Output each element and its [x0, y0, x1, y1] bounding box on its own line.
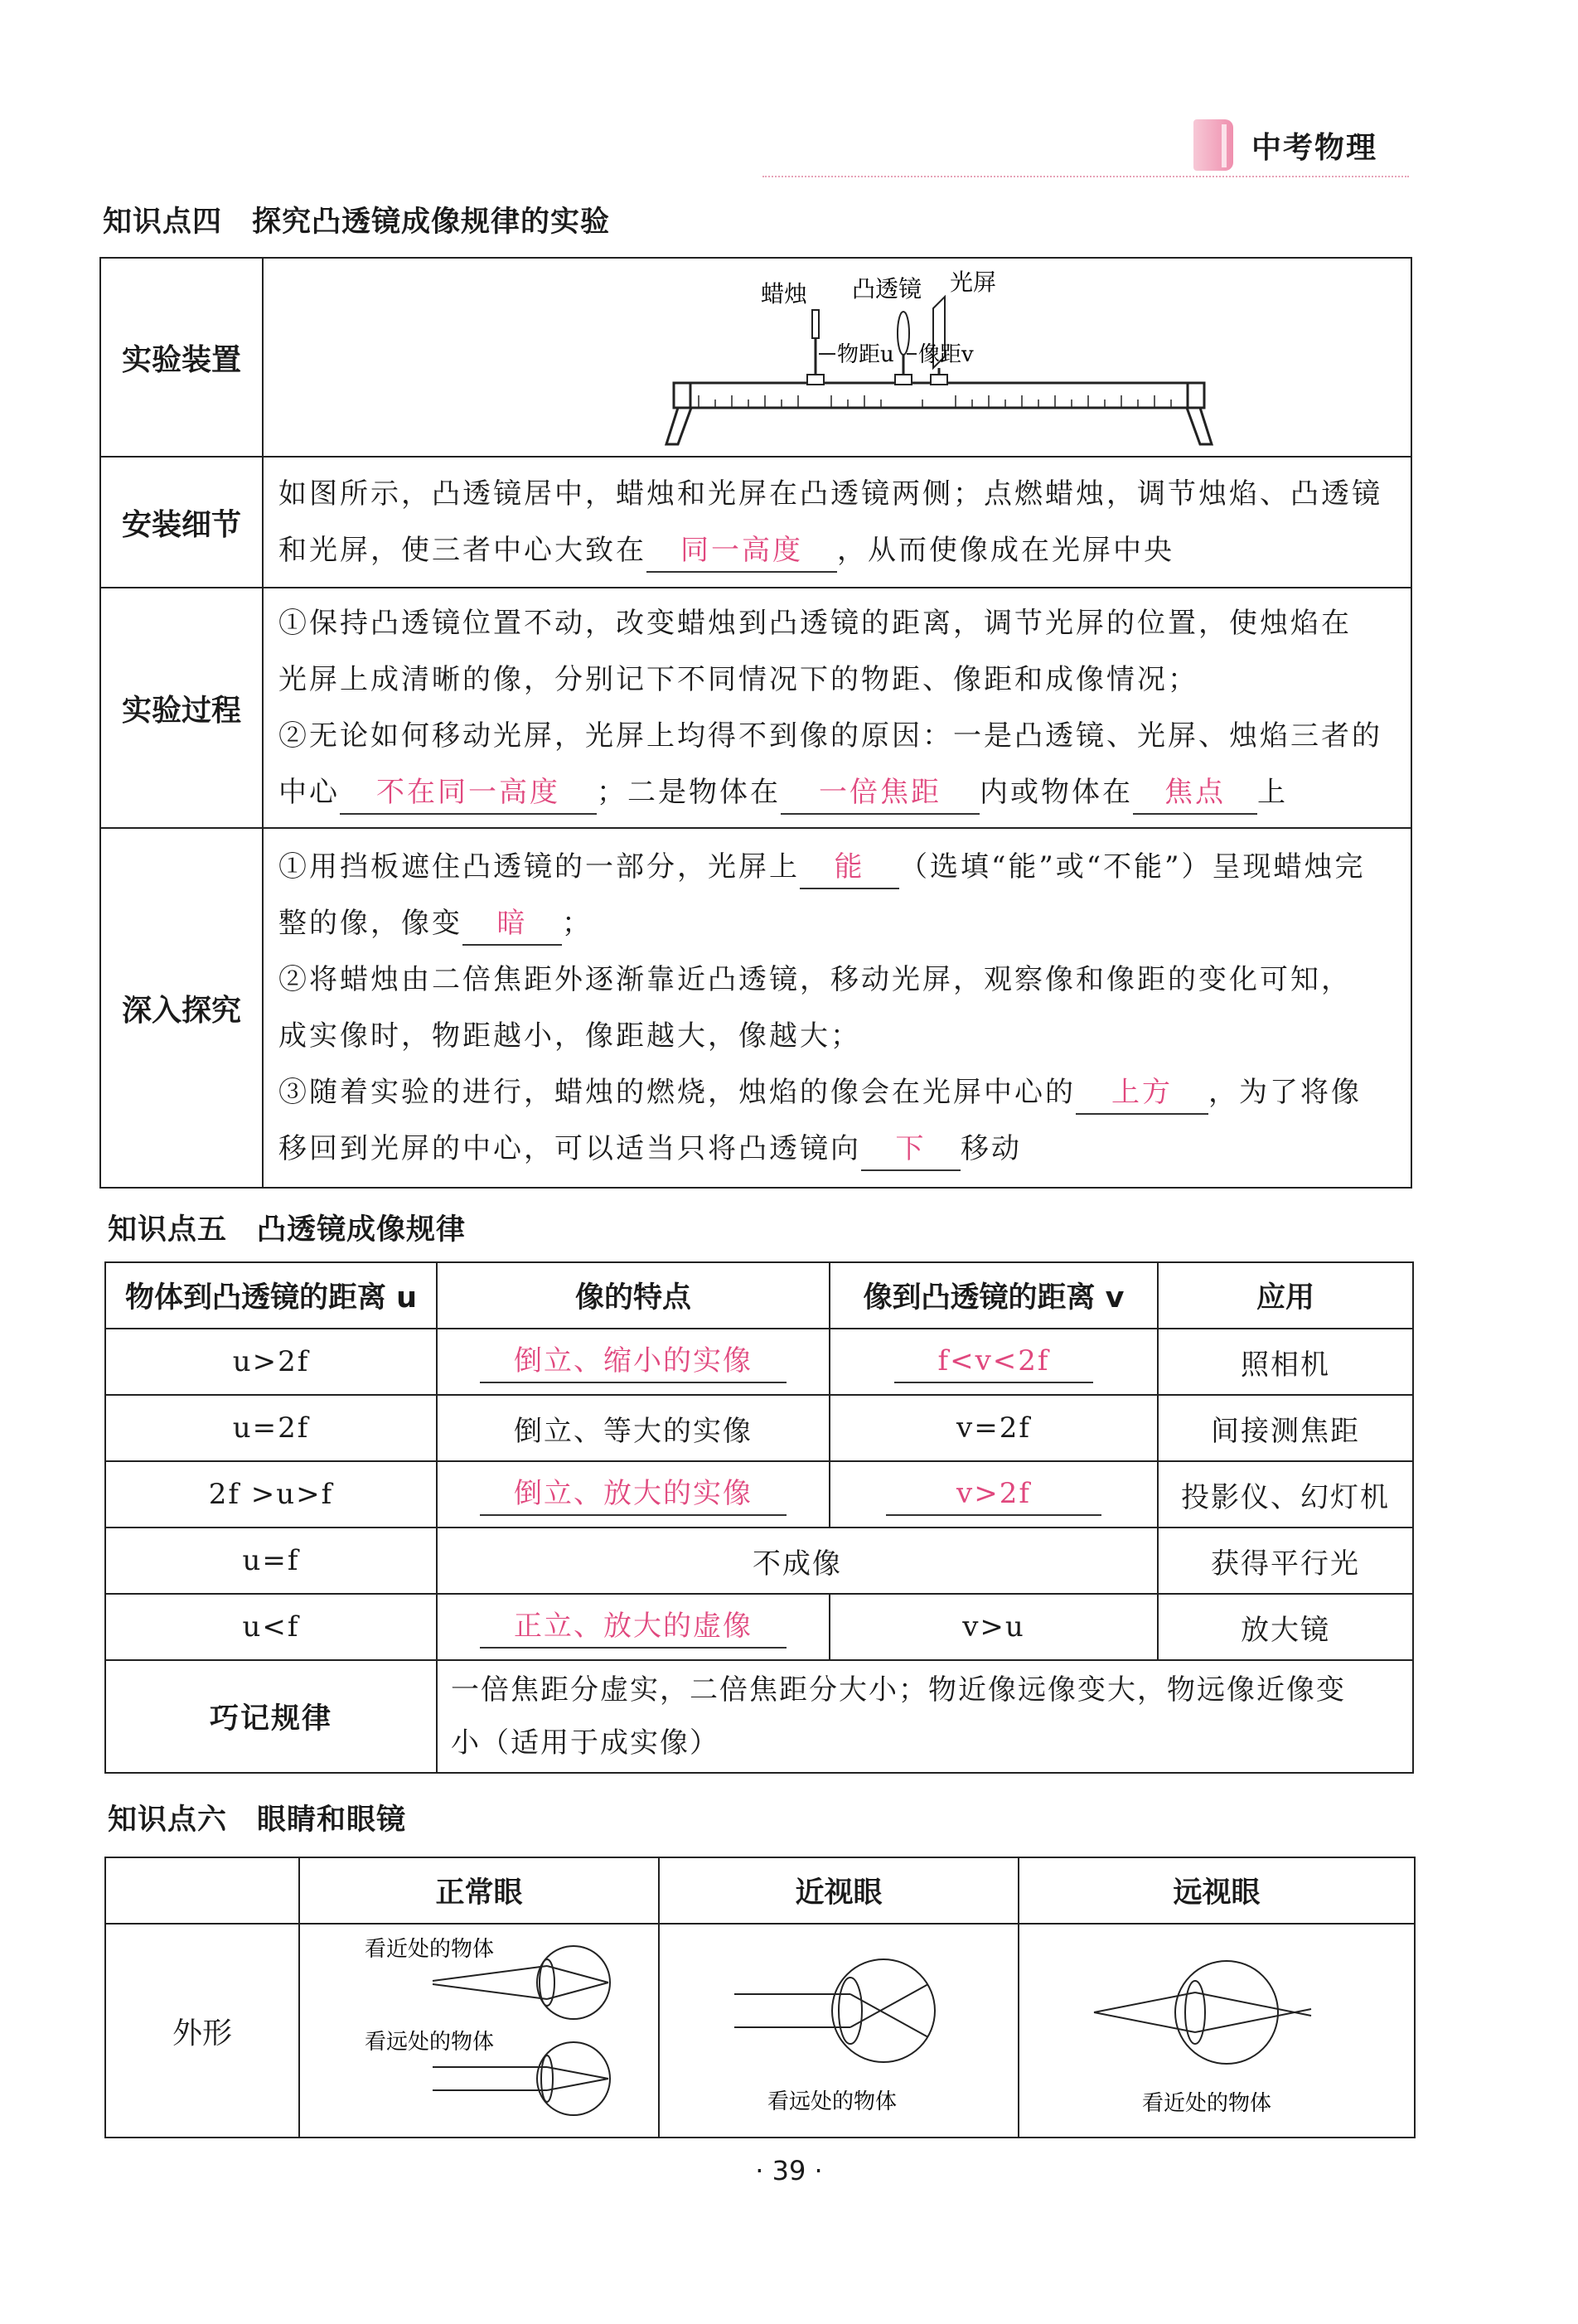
normal-near-label: 看近处的物体: [365, 1937, 495, 1962]
label-setup: 安装细节: [100, 457, 263, 588]
answer-dim: 暗: [462, 903, 562, 946]
apparatus-diagram-cell: [263, 258, 1411, 457]
table-row: u=2f 倒立、等大的实像 v=2f 间接测焦距: [105, 1395, 1413, 1461]
myopia-diagram: [660, 1925, 1016, 2133]
answer-above: 上方: [1076, 1072, 1208, 1115]
table-row: 2f >u>f 倒立、放大的实像 v>2f 投影仪、幻灯机: [105, 1461, 1413, 1528]
lens-icon: [898, 312, 909, 355]
setup-line-2: 和光屏，使三者中心大致在 同一高度 ，从而使像成在光屏中央: [278, 522, 1396, 579]
answer-one-focal-length: 一倍焦距: [781, 772, 980, 815]
optical-bench: [674, 383, 1204, 408]
answer-down: 下: [861, 1128, 961, 1171]
memory-tip-text: 一倍焦距分虚实，二倍焦距分大小；物近像远像变大，物远像近像变 小（适用于成实像）: [437, 1660, 1413, 1773]
eye-icon: [537, 2042, 610, 2115]
header-image-features: 像的特点: [437, 1262, 830, 1329]
row-setup: [100, 457, 1411, 588]
label-apparatus: 实验装置: [100, 258, 263, 457]
screen-label: 光屏: [950, 269, 997, 296]
normal-eye-diagram: [300, 1925, 656, 2133]
inquiry-text: ①用挡板遮住凸透镜的一部分，光屏上 能 （选填“能”或“不能”）呈现蜡烛完 整的像，像变 暗 ； ②将蜡烛由二倍焦距外逐渐靠近凸透镜，移动光屏，观察像和像距的变化可知， 成实像时，物距越小，像距越大，像越大； ③随着实验的进行，蜡烛的燃烧，烛焰的像会在光屏中心的 上方 ，为了将像 移回到光屏的中心，可以适当只将凸透镜向 下 移动: [263, 828, 1411, 1188]
answer-not-same-height: 不在同一高度: [340, 772, 597, 815]
page-header: [1193, 116, 1426, 182]
row-procedure: [100, 588, 1411, 828]
section-title-5: 知识点五 凸透镜成像规律: [108, 1213, 467, 1247]
answer-focal-point: 焦点: [1133, 772, 1257, 815]
header-application: 应用: [1158, 1262, 1413, 1329]
eyes-table-header: [105, 1857, 1415, 1924]
setup-text: [263, 457, 1411, 588]
image-distance-label: 像距v: [918, 342, 974, 367]
table-row: u=f 不成像 获得平行光: [105, 1528, 1413, 1594]
eye-icon: [1175, 1961, 1278, 2064]
optical-bench-diagram: [264, 259, 1411, 453]
imaging-rules-table: [104, 1261, 1414, 1774]
hyperopia-label: 看近处的物体: [1142, 2091, 1272, 2116]
procedure-text: ①保持凸透镜位置不动，改变蜡烛到凸透镜的距离，调节光屏的位置，使烛焰在 光屏上成清晰的像，分别记下不同情况下的物距、像距和成像情况； ②无论如何移动光屏，光屏上均得不到像的原因：一是凸透镜、光屏、烛焰三者的 中心 不在同一高度 ；二是物体在 一倍焦距 内或物体在 焦点 上: [263, 588, 1411, 828]
header-divider: [762, 176, 1409, 177]
label-further-inquiry: 深入探究: [100, 828, 263, 1188]
myopia-label: 看远处的物体: [767, 2089, 898, 2114]
answer-same-height: 同一高度: [646, 530, 837, 573]
header-object-distance: 物体到凸透镜的距离 u: [105, 1262, 437, 1329]
normal-far-label: 看远处的物体: [365, 2030, 495, 2055]
label-shape: 外形: [105, 1924, 299, 2138]
header-title: 中考物理: [1251, 131, 1378, 165]
row-further-inquiry: [100, 828, 1411, 1188]
imaging-table-header: [105, 1262, 1413, 1329]
eyes-table: [104, 1857, 1416, 2138]
label-procedure: 实验过程: [100, 588, 263, 828]
row-apparatus: [100, 258, 1411, 457]
candle-label: 蜡烛: [761, 280, 808, 307]
setup-line-1: 如图所示，凸透镜居中，蜡烛和光屏在凸透镜两侧；点燃蜡烛，调节烛焰、凸透镜: [278, 477, 1382, 511]
header-myopia: 近视眼: [659, 1857, 1019, 1924]
memory-tip-row: [105, 1660, 1413, 1773]
page-number: · 39 ·: [755, 2155, 823, 2186]
header-image-distance: 像到凸透镜的距离 v: [830, 1262, 1158, 1329]
hyperopia-diagram: [1019, 1925, 1409, 2133]
book-icon: [1193, 119, 1233, 171]
header-hyperopia: 远视眼: [1019, 1857, 1415, 1924]
section-title-6: 知识点六 眼睛和眼镜: [108, 1804, 407, 1837]
experiment-table: [99, 257, 1412, 1189]
answer-can: 能: [800, 846, 899, 889]
candle-icon: [812, 310, 819, 338]
section-title-4: 知识点四 探究凸透镜成像规律的实验: [103, 206, 611, 239]
object-distance-label: 物距u: [837, 342, 894, 367]
eye-icon: [537, 1946, 610, 2019]
eyes-shape-row: [105, 1924, 1415, 2138]
eye-icon: [832, 1959, 935, 2062]
table-row: u<f 正立、放大的虚像 v>u 放大镜: [105, 1594, 1413, 1660]
lens-label: 凸透镜: [852, 275, 922, 303]
header-normal-eye: 正常眼: [299, 1857, 659, 1924]
table-row: u>2f 倒立、缩小的实像 f<v<2f 照相机: [105, 1329, 1413, 1395]
memory-tip-label: 巧记规律: [105, 1660, 437, 1773]
